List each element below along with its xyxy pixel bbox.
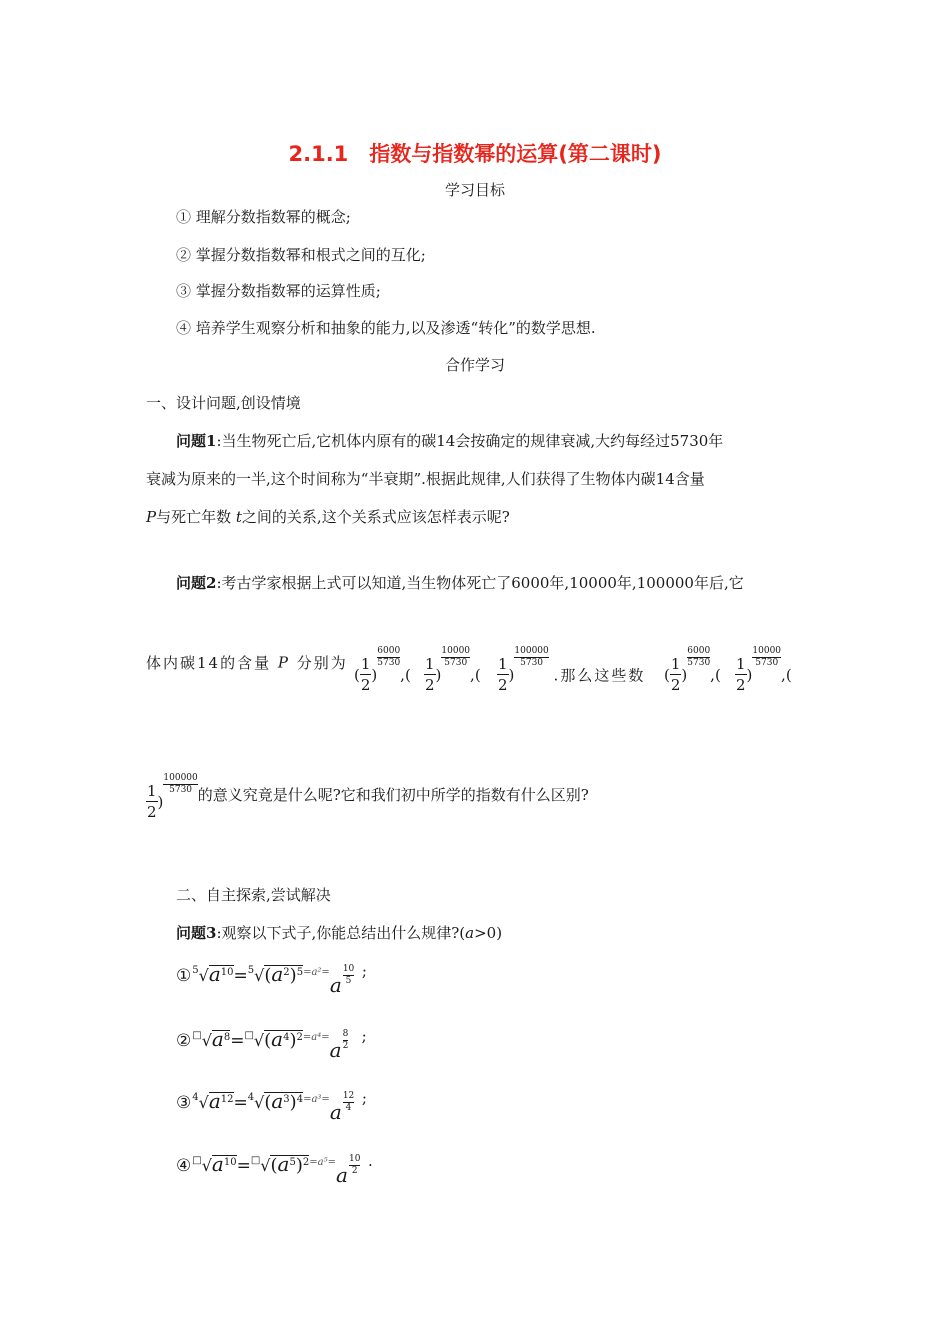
exponent-numerator: 6000: [377, 646, 401, 656]
radical-sign: √: [201, 1156, 212, 1175]
question-1-line-2: 衰减为原来的一半,这个时间称为“半衰期”.根据此规律,人们获得了生物体内碳14含量: [146, 470, 705, 488]
root-index: □: [250, 1155, 261, 1166]
root-index: 4: [247, 1092, 255, 1103]
middle-expression: =a²=: [303, 967, 330, 978]
outer-power: 2: [296, 1032, 303, 1043]
fractional-exponent: [349, 1155, 360, 1176]
formula-end: ;: [361, 1027, 367, 1045]
power: 10: [223, 1157, 237, 1168]
question-3-text: :观察以下式子,你能总结出什么规律?(: [216, 924, 466, 942]
exponent-denominator: 5730: [444, 658, 468, 668]
exponent-numerator: 6000: [687, 646, 711, 656]
formula-end: ;: [361, 1089, 367, 1107]
exponent-numerator: 12: [342, 1091, 355, 1101]
base-a: a: [211, 1152, 224, 1176]
q2-text-a: 体内碳14的含量: [146, 654, 272, 672]
numerator: 1: [736, 655, 746, 673]
q1-text-b: 之间的关系,这个关系式应该怎样表示呢?: [241, 508, 510, 526]
question-1-line-3: [146, 506, 510, 527]
root-index: □: [244, 1030, 254, 1041]
denominator: 2: [360, 676, 371, 694]
question-2-line-1: [176, 572, 744, 593]
formula-row: [176, 1152, 373, 1185]
equals: =: [236, 1156, 251, 1176]
radical-sign: √: [254, 966, 265, 985]
base-a: a: [335, 1163, 348, 1187]
objective-item-1: ① 理解分数指数幂的概念;: [176, 208, 351, 226]
exponent-numerator: 10: [348, 1154, 361, 1164]
question-2-line-2: [146, 652, 348, 673]
q2-text-c: .那么这些数: [553, 666, 646, 685]
formula-number: ④: [176, 1156, 192, 1176]
exponent-denominator: 5730: [377, 658, 401, 668]
exponent-denominator: 4: [345, 1103, 352, 1113]
var-t: t: [235, 508, 242, 526]
base-a: a: [211, 1027, 224, 1051]
outer-power: 5: [296, 967, 304, 978]
objectives-heading: 学习目标: [444, 181, 505, 199]
exponent-numerator: 8: [342, 1029, 349, 1039]
formula-row: [176, 1027, 367, 1060]
root-index: 5: [247, 965, 255, 976]
question-2-line-3: $\frac{1}{2}$ ) $\frac{100000}{5730}$ 的意义究竟是什么呢?它和我们初中所学的指数有什么区别?: [147, 773, 589, 821]
base-a: a: [329, 973, 342, 997]
root-index: 4: [192, 1092, 199, 1103]
power: 12: [220, 1094, 234, 1105]
radical-2: $^□√(a^5)^2$: [250, 1152, 310, 1176]
exponent-denominator: 5730: [755, 658, 779, 668]
formula-end: ;: [361, 962, 367, 980]
question-2-text: :考古学家根据上式可以知道,当生物体死亡了6000年,10000年,100000年后,它: [216, 574, 744, 592]
power: 8: [223, 1032, 231, 1043]
equals: =: [233, 1093, 248, 1113]
radical-sign: √: [253, 1031, 265, 1050]
root-index: 5: [192, 965, 199, 976]
denominator: 2: [425, 676, 435, 694]
radical-2: $^5√(a^2)^5$: [247, 962, 304, 986]
exponent-numerator: 10: [342, 964, 355, 974]
radical-sign: √: [198, 966, 209, 985]
exponent-denominator: 5730: [169, 785, 193, 795]
exponent-numerator: 100000: [163, 773, 198, 783]
numerator: 1: [425, 655, 435, 673]
power: 10: [220, 967, 234, 978]
radical-sign: √: [260, 1156, 271, 1175]
root-index: □: [192, 1030, 202, 1041]
base-a: a: [208, 1089, 221, 1113]
equals: =: [230, 1031, 245, 1051]
power-expression-2: $\frac{1}{2}$ ) $\frac{10000}{5730}$ ,(: [425, 646, 481, 694]
base-a: a: [277, 1152, 290, 1176]
coop-heading: 合作学习: [444, 356, 505, 374]
question-1-label: 问题1: [176, 432, 217, 450]
exponent-denominator: 5730: [520, 658, 544, 668]
radical-1: [192, 962, 233, 986]
middle-expression: =a³=: [303, 1094, 330, 1105]
formula-end: .: [367, 1152, 373, 1170]
inner-power: 5: [289, 1157, 296, 1168]
power-expression-3: $\frac{1}{2}$ ) $\frac{100000}{5730}$ .那么这些数: [498, 646, 646, 694]
objective-item-4: ④ 培养学生观察分析和抽象的能力,以及渗透“转化”的数学思想.: [176, 319, 596, 337]
exponent-denominator: 2: [342, 1041, 349, 1051]
numerator: 1: [670, 655, 681, 673]
formula-row: [176, 1089, 367, 1122]
base-a: a: [329, 1100, 342, 1124]
var-p: P: [146, 508, 157, 526]
formula-number: ①: [176, 966, 192, 986]
radical-2: $^4√(a^3)^4$: [247, 1089, 304, 1113]
question-3-cond: >0): [474, 924, 503, 942]
base-a: a: [271, 1027, 284, 1051]
exponent-denominator: 2: [351, 1166, 358, 1176]
radical-1: [192, 1027, 230, 1051]
exponent-numerator: 100000: [514, 646, 549, 656]
fractional-exponent: [343, 1092, 354, 1113]
formula-row: [176, 962, 367, 995]
question-1-line-1: [176, 430, 723, 451]
power-expression-1: ( $\frac{1}{2}$ ) $\frac{6000}{5730}$ ,(: [354, 646, 411, 694]
page-title: 2.1.1 指数与指数幂的运算(第二课时): [288, 142, 662, 166]
exponent-denominator: 5730: [687, 658, 711, 668]
section-heading-1: 一、设计问题,创设情境: [146, 394, 301, 412]
middle-expression: =a⁴=: [302, 1032, 330, 1043]
objective-item-2: ② 掌握分数指数幂和根式之间的互化;: [176, 246, 426, 264]
base-a: a: [271, 962, 284, 986]
root-index: □: [192, 1155, 202, 1166]
radical-2: $^□√(a^4)^2$: [244, 1027, 303, 1051]
radical-sign: √: [201, 1031, 212, 1050]
q2-text-d: 的意义究竟是什么呢?它和我们初中所学的指数有什么区别?: [197, 786, 589, 804]
equals: =: [233, 966, 248, 986]
numerator: 1: [498, 655, 508, 673]
section-heading-2: 二、自主探索,尝试解决: [176, 886, 331, 904]
var-a: a: [465, 924, 475, 942]
denominator: 2: [498, 676, 508, 694]
outer-power: 4: [296, 1094, 304, 1105]
radical-sign: √: [254, 1093, 265, 1112]
radical-1: [192, 1152, 236, 1176]
objective-item-3: ③ 掌握分数指数幂的运算性质;: [176, 282, 381, 300]
q1-text-a: 与死亡年数: [156, 508, 232, 526]
radical-1: [192, 1089, 233, 1113]
formula-number: ②: [176, 1031, 192, 1051]
formula-number: ③: [176, 1093, 192, 1113]
denominator: 2: [670, 676, 681, 694]
question-1-text: :当生物死亡后,它机体内原有的碳14会按确定的规律衰减,大约每经过5730年: [216, 432, 724, 450]
numerator: 1: [360, 655, 371, 673]
exponent-denominator: 5: [345, 976, 352, 986]
radical-sign: √: [198, 1093, 209, 1112]
q2-text-b: 分别为: [296, 654, 348, 672]
fractional-exponent: [343, 965, 354, 986]
inner-power: 4: [283, 1032, 290, 1043]
middle-expression: =a⁵=: [309, 1157, 336, 1168]
base-a: a: [329, 1038, 342, 1062]
question-3-label: 问题3: [176, 924, 217, 942]
power-expression-5: $\frac{1}{2}$ ) $\frac{10000}{5730}$ ,(: [736, 646, 792, 694]
outer-power: 2: [302, 1157, 310, 1168]
inner-power: 3: [283, 1094, 290, 1105]
exponent-numerator: 10000: [441, 646, 471, 656]
inner-power: 2: [283, 967, 290, 978]
var-p-2: P: [277, 653, 290, 672]
exponent-numerator: 10000: [752, 646, 782, 656]
base-a: a: [208, 962, 221, 986]
question-3-line: [176, 922, 502, 943]
denominator: 2: [147, 803, 157, 821]
numerator: 1: [147, 782, 157, 800]
base-a: a: [271, 1089, 284, 1113]
denominator: 2: [736, 676, 746, 694]
power-expression-4: ( $\frac{1}{2}$ ) $\frac{6000}{5730}$ ,(: [664, 646, 721, 694]
question-2-label: 问题2: [176, 574, 217, 592]
fractional-exponent: [343, 1030, 349, 1051]
